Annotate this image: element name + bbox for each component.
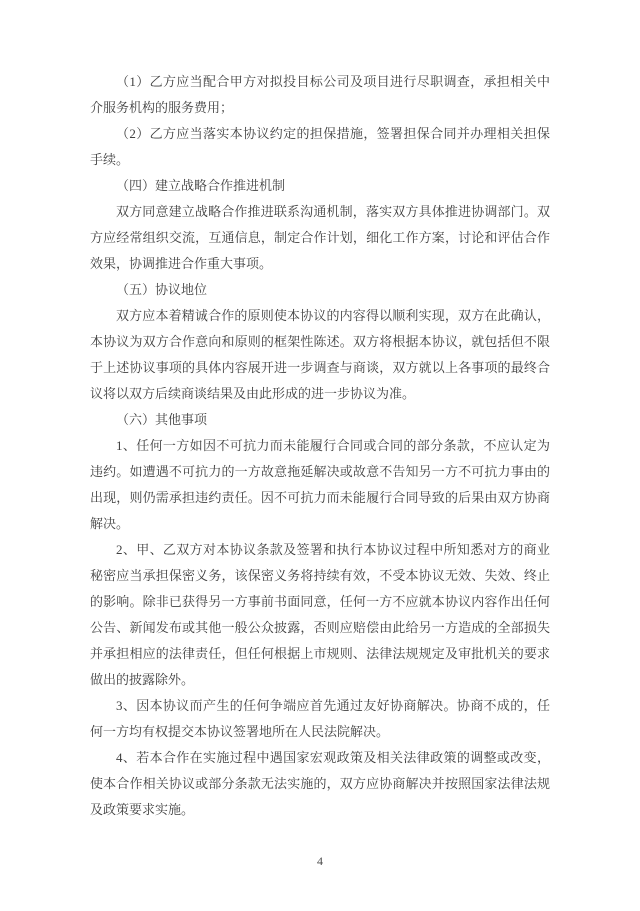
paragraph-heading: （五）协议地位 [116, 282, 208, 297]
paragraph-body: 4、若本合作在实施过程中遇国家宏观政策及相关法律政策的调整或改变，使本合作相关协议或部分条款无法实施的，双方应协商解决并按照国家法律法规及政策要求实施。 [90, 750, 550, 817]
paragraph-heading: （六）其他事项 [116, 412, 208, 427]
paragraph-body: 双方应本着精诚合作的原则使本协议的内容得以顺利实现，双方在此确认，本协议为双方合作意向和原则的框架性陈述。双方将根据本协议，就包括但不限于上述协议事项的具体内容展开进一步调查与商谈，双方就以上各事项的最终合议将以双方后续商谈结果及由此形成的进一步协议为准。 [90, 308, 550, 401]
paragraph-body: 1、任何一方如因不可抗力而未能履行合同或合同的部分条款，不应认定为违约。如遭遇不可抗力的一方故意拖延解决或故意不告知另一方不可抗力事由的出现，则仍需承担违约责任。因不可抗力而未能履行合同导致的后果由双方协商解决。 [90, 438, 550, 531]
paragraph-body: 2、甲、乙双方对本协议条款及签署和执行本协议过程中所知悉对方的商业秘密应当承担保密义务，该保密义务将持续有效，不受本协议无效、失效、终止的影响。除非已获得另一方事前书面同意，任何一方不应就本协议内容作出任何公告、新闻发布或其他一般公众披露，否则应赔偿由此给另一方造成的全部损失并承担相应的法律责任，但任何根据上市规则、法律法规规定及审批机关的要求做出的披露除外。 [90, 542, 550, 687]
document-body [90, 69, 550, 823]
paragraph-body: 3、因本协议而产生的任何争端应首先通过友好协商解决。协商不成的，任何一方均有权提交本协议签署地所在人民法院解决。 [90, 698, 550, 739]
paragraph-body: 双方同意建立战略合作推进联系沟通机制，落实双方具体推进协调部门。双方应经常组织交流，互通信息，制定合作计划，细化工作方案，讨论和评估合作效果，协调推进合作重大事项。 [90, 204, 550, 271]
page-number: 4 [317, 854, 323, 868]
paragraph-list-item: （2）乙方应当落实本协议约定的担保措施，签署担保合同并办理相关担保手续。 [90, 126, 550, 167]
paragraph-list-item: （1）乙方应当配合甲方对拟投目标公司及项目进行尽职调查，承担相关中介服务机构的服务费用； [90, 74, 550, 115]
paragraph-heading: （四）建立战略合作推进机制 [116, 178, 286, 193]
